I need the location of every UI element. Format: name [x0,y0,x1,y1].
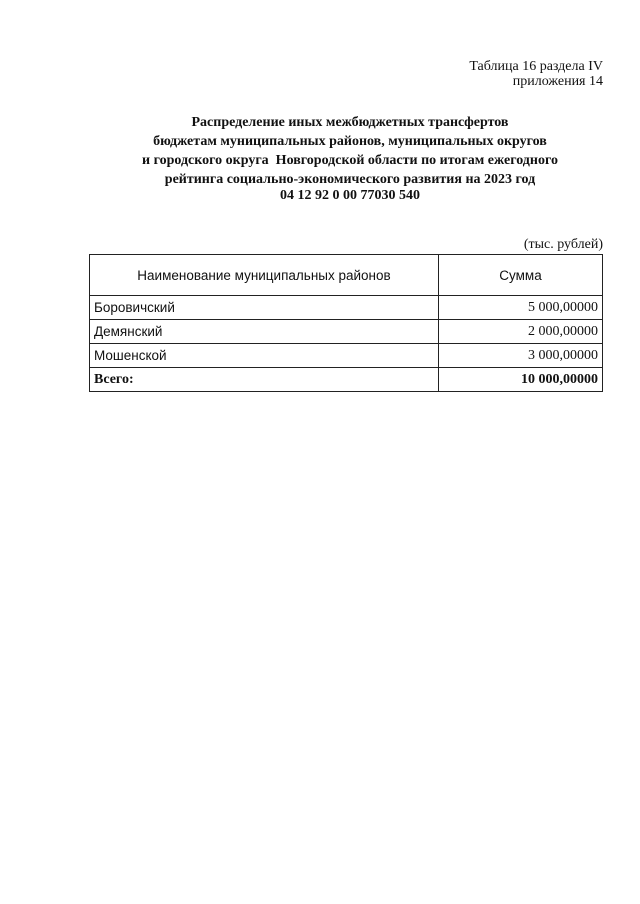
table-row [90,344,603,368]
transfers-table [89,254,603,392]
title-line-4: рейтинга социально-экономического развития на 2023 год [164,172,536,187]
district-name: Демянский [90,320,439,344]
title-line-2: бюджетам муниципальных районов, муниципальных округов [153,134,547,149]
table-reference-line1: Таблица 16 раздела IV [469,59,603,74]
title-line-1: Распределение иных межбюджетных трансфертов [191,115,509,130]
document-title [80,113,620,189]
table-row [90,296,603,320]
table-row [90,320,603,344]
total-label: Всего: [90,368,439,392]
table-reference-line2: приложения 14 [512,74,603,89]
total-row [90,368,603,392]
title-line-3: и городского округа Новгородской области по итогам ежегодного [142,153,558,168]
column-header-sum: Сумма [439,255,603,296]
district-sum: 2 000,00000 [439,320,603,344]
district-sum: 3 000,00000 [439,344,603,368]
district-sum: 5 000,00000 [439,296,603,320]
units-label: (тыс. рублей) [523,237,603,252]
budget-code: 04 12 92 0 00 77030 540 [280,188,420,203]
column-header-name: Наименование муниципальных районов [90,255,439,296]
district-name: Мошенской [90,344,439,368]
table-reference [469,59,603,89]
total-sum: 10 000,00000 [439,368,603,392]
table-header-row [90,255,603,296]
district-name: Боровичский [90,296,439,320]
